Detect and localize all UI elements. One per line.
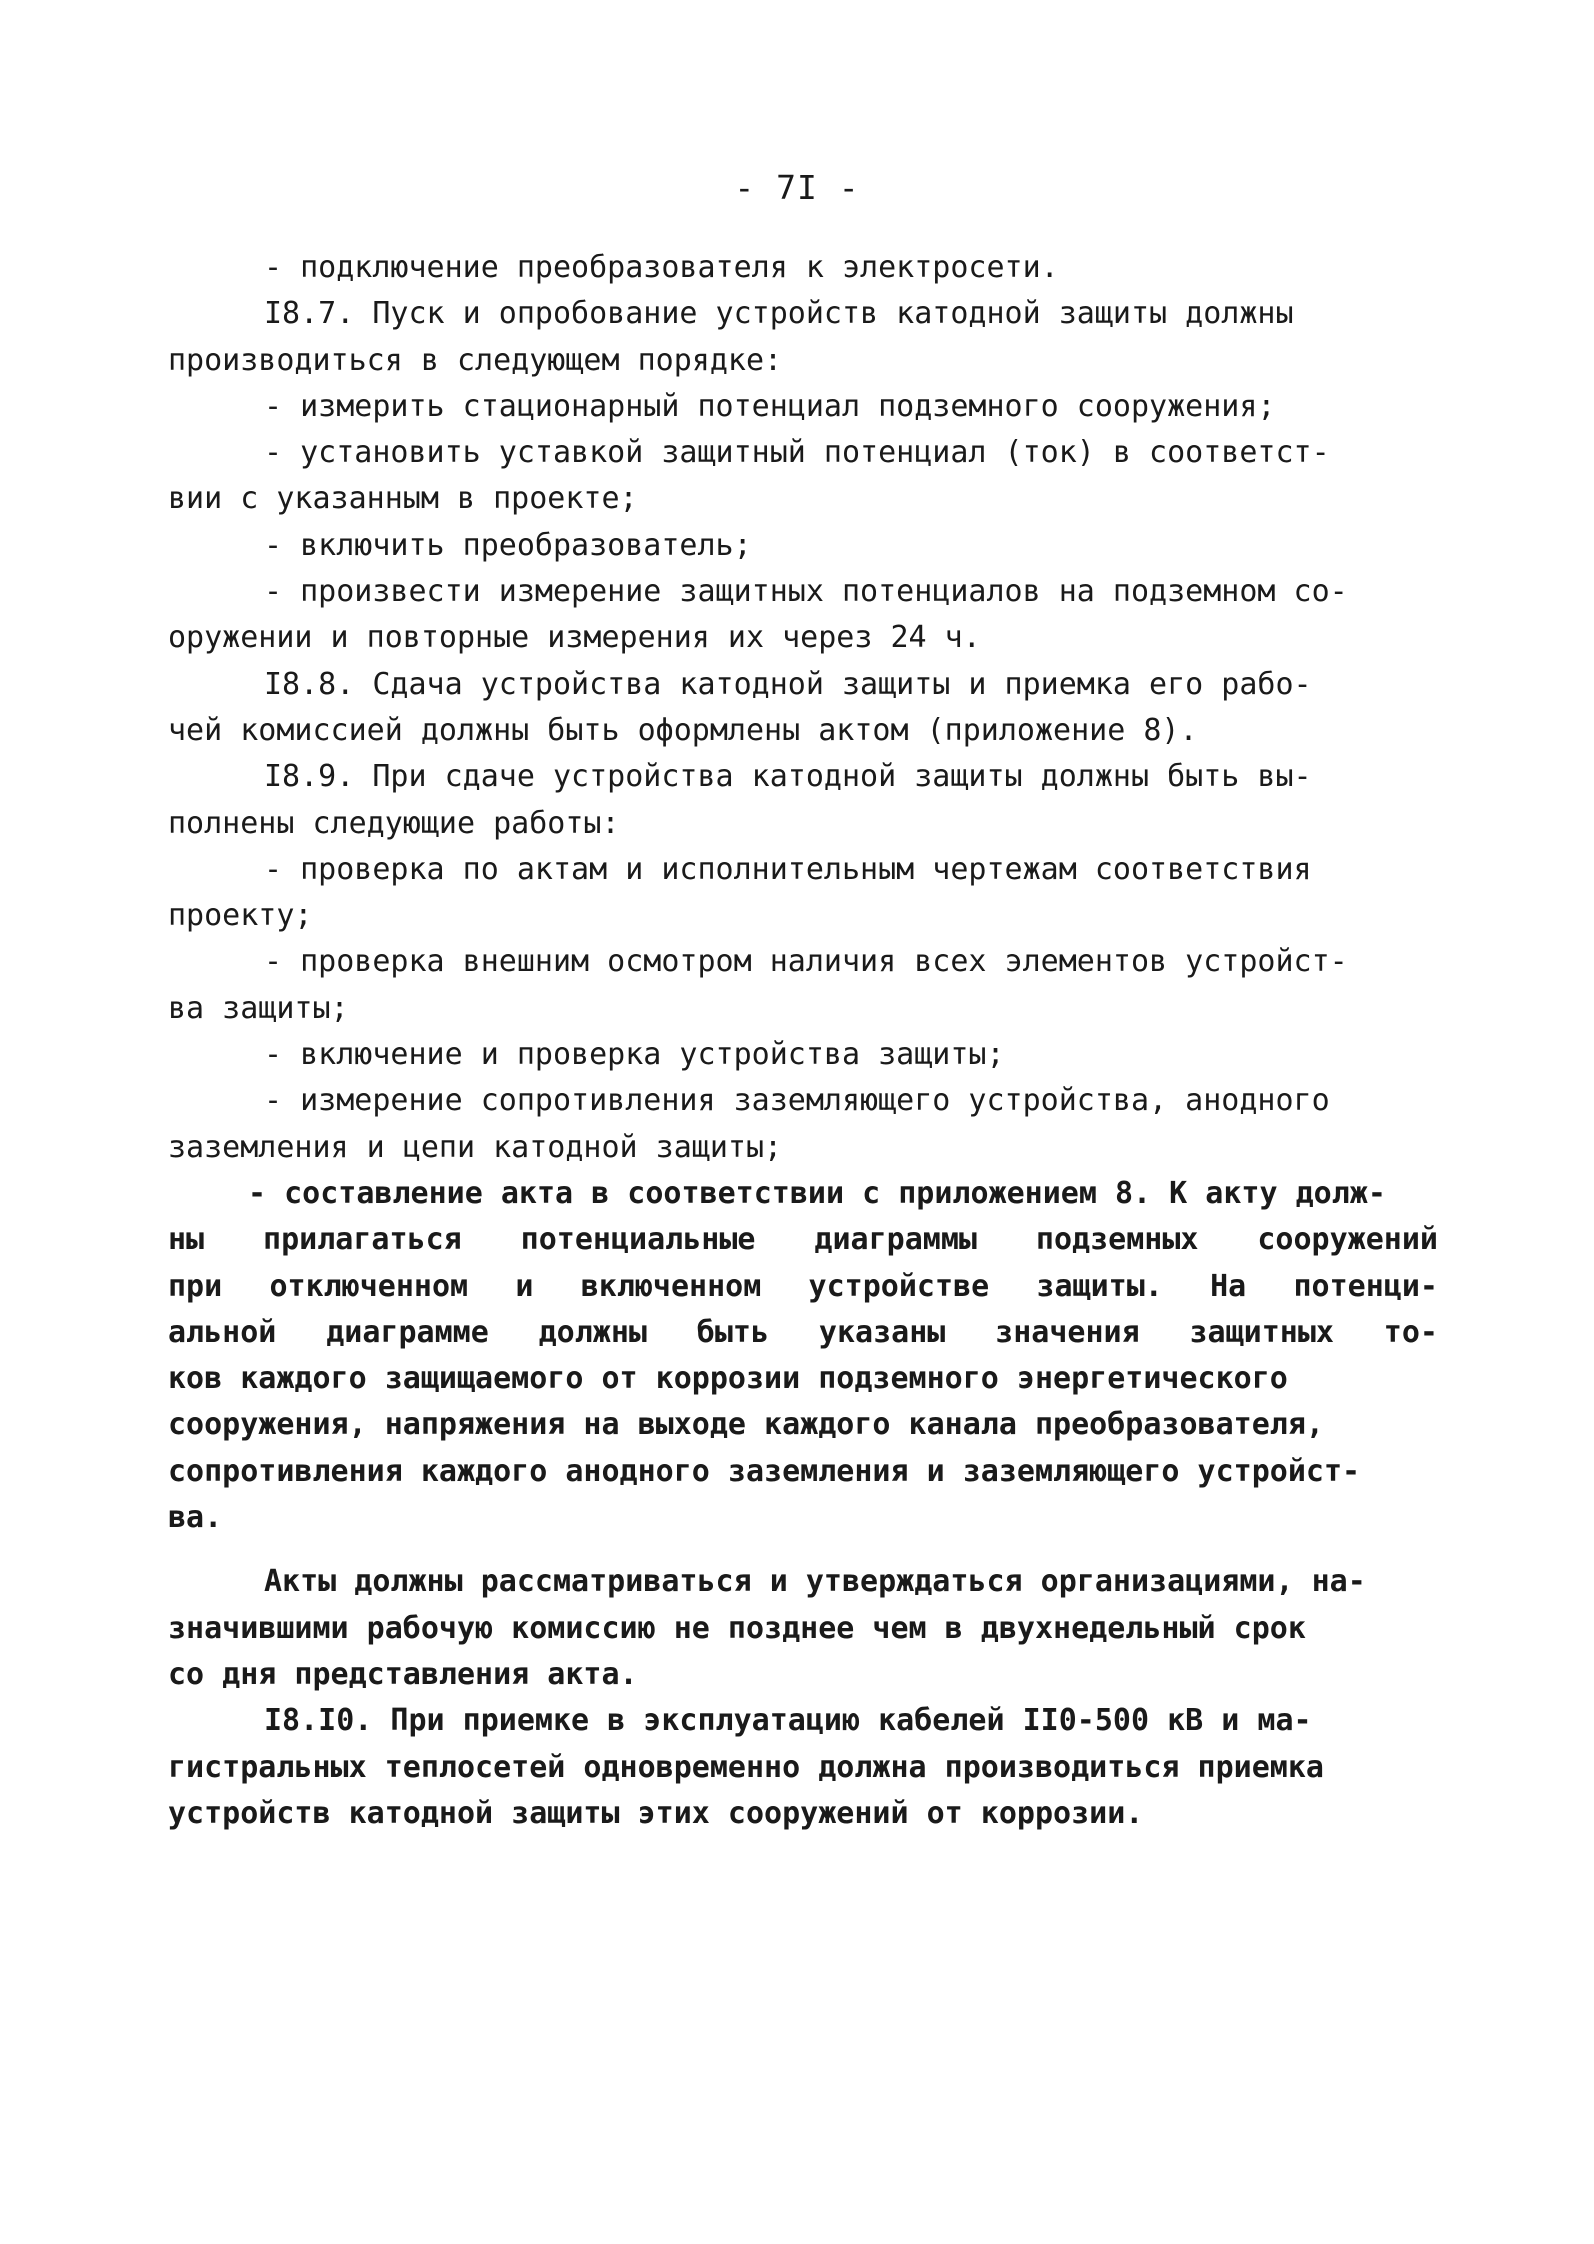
list-item: - проверка по актам и исполнительным чертежам соответствия <box>264 851 1312 887</box>
list-item: - включить преобразователь; <box>264 527 752 563</box>
text-line: чей комиссией должны быть оформлены актом (приложение 8). <box>168 712 1198 748</box>
list-item: - произвести измерение защитных потенциалов на подземном со- <box>264 574 1348 610</box>
text-line: - подключение преобразователя к электросети. <box>264 250 1059 285</box>
text-line: сопротивления каждого анодного заземления и заземляющего устройст- <box>168 1453 1361 1489</box>
section-18-10-heading-line: I8.I0. При приемке в эксплуатацию кабелей II0-500 кВ и ма- <box>264 1703 1312 1739</box>
list-item: - установить уставкой защитный потенциал (ток) в соответст- <box>264 435 1330 471</box>
text-line: полнены следующие работы: <box>168 805 620 841</box>
text-line: вии с указанным в проекте; <box>168 481 638 517</box>
list-item: - измерение сопротивления заземляющего устройства, анодного <box>264 1083 1330 1119</box>
text-line: проекту; <box>168 898 313 934</box>
section-18-9-heading-line: I8.9. При сдаче устройства катодной защиты должны быть вы- <box>264 759 1312 795</box>
page-number: - 7I - <box>734 168 860 207</box>
text-line: ков каждого защищаемого от коррозии подземного энергетического <box>168 1361 1288 1397</box>
list-item: - составление акта в соответствии с приложением 8. К акту долж- <box>248 1175 1386 1211</box>
text-line: при отключенном и включенном устройстве защиты. На потенци- <box>168 1268 1438 1304</box>
text-line: со дня представления акта. <box>168 1656 638 1692</box>
section-18-7-heading-line: I8.7. Пуск и опробование устройств катодной защиты должны <box>264 296 1294 332</box>
list-item: - измерить стационарный потенциал подземного сооружения; <box>264 388 1276 424</box>
section-18-8-heading-line: I8.8. Сдача устройства катодной защиты и приемка его рабо- <box>264 666 1312 702</box>
paragraph-line: Акты должны рассматриваться и утверждаться организациями, на- <box>264 1564 1366 1600</box>
text-line: сооружения, напряжения на выходе каждого канала преобразователя, <box>168 1407 1324 1443</box>
text-line: устройств катодной защиты этих сооружений от коррозии. <box>168 1795 1144 1831</box>
text-line: ва. <box>168 1500 223 1536</box>
text-line: значившими рабочую комиссию не позднее чем в двухнедельный срок <box>168 1610 1306 1646</box>
document-body <box>168 245 1438 1837</box>
text-line: заземления и цепи катодной защиты; <box>168 1129 783 1165</box>
text-line: гистральных теплосетей одновременно должна производиться приемка <box>168 1749 1324 1785</box>
text-line: производиться в следующем порядке: <box>168 342 783 378</box>
list-item: - включение и проверка устройства защиты; <box>264 1037 1005 1073</box>
text-line: альной диаграмме должны быть указаны значения защитных то- <box>168 1314 1438 1350</box>
text-line: ва защиты; <box>168 990 349 1026</box>
text-line: оружении и повторные измерения их через 24 ч. <box>168 620 981 656</box>
list-item: - проверка внешним осмотром наличия всех элементов устройст- <box>264 944 1348 980</box>
text-line: ны прилагаться потенциальные диаграммы подземных сооружений <box>168 1222 1438 1258</box>
